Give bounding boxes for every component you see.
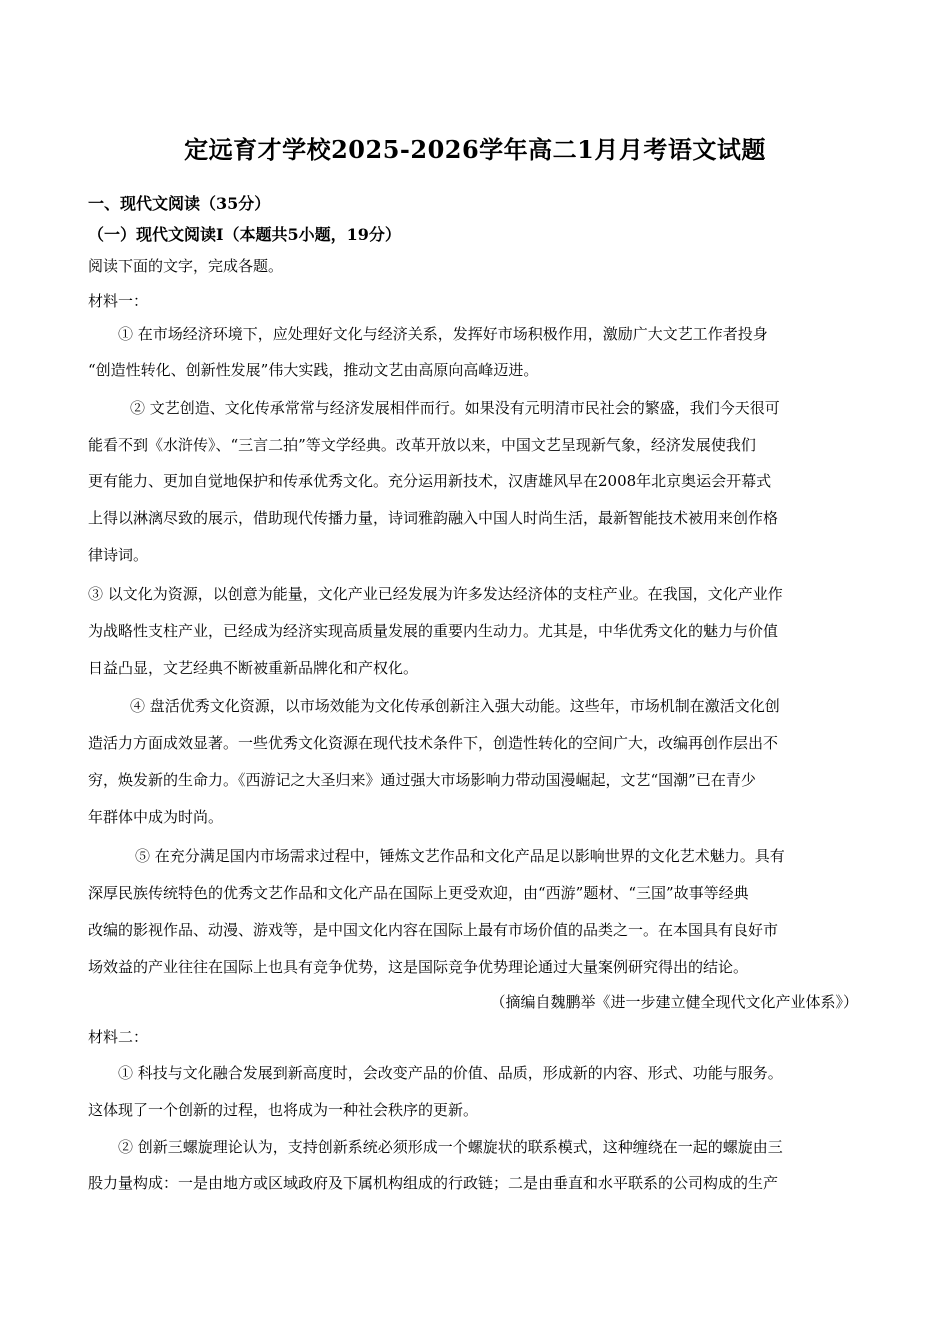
paragraph-line: 造活力方面成效显著。一些优秀文化资源在现代技术条件下，创造性转化的空间广大，改编再创作层出不	[88, 734, 779, 752]
paragraph-line: 更有能力、更加自觉地保护和传承优秀文化。充分运用新技术，汉唐雄风早在2008年北京奥运会开幕式	[88, 472, 772, 490]
paragraph-line: ② 创新三螺旋理论认为，支持创新系统必须形成一个螺旋状的联系模式，这种缠绕在一起的螺旋由三	[118, 1138, 783, 1156]
material-label: 材料二：	[88, 1028, 149, 1046]
paragraph-line: ③ 以文化为资源，以创意为能量，文化产业已经发展为许多发达经济体的支柱产业。在我国，文化产业作	[88, 585, 783, 603]
page-title: 定远育才学校2025-2026学年高二1月月考语文试题	[184, 135, 766, 164]
paragraph-line: ① 科技与文化融合发展到新高度时，会改变产品的价值、品质，形成新的内容、形式、功能与服务。	[118, 1064, 783, 1082]
source-citation: （摘编自魏鹏举《进一步建立健全现代文化产业体系》）	[490, 993, 858, 1011]
paragraph-line: 年群体中成为时尚。	[88, 808, 224, 826]
material-label: 材料一：	[88, 292, 149, 310]
paragraph-line: 日益凸显，文艺经典不断被重新品牌化和产权化。	[88, 659, 419, 677]
paragraph-line: 为战略性支柱产业，已经成为经济实现高质量发展的重要内生动力。尤其是，中华优秀文化的魅力与价值	[88, 622, 779, 640]
paragraph-line: ⑤ 在充分满足国内市场需求过程中，锤炼文艺作品和文化产品足以影响世界的文化艺术魅力。具有	[135, 847, 785, 865]
paragraph-line: 律诗词。	[88, 546, 149, 564]
paragraph-line: 深厚民族传统特色的优秀文艺作品和文化产品在国际上更受欢迎，由“西游”题材、“三国”故事等经典	[88, 884, 749, 902]
paragraph-line: 穷，焕发新的生命力。《西游记之大圣归来》通过强大市场影响力带动国漫崛起，文艺“国潮”已在青少	[88, 771, 756, 789]
paragraph-line: ① 在市场经济环境下，应处理好文化与经济关系，发挥好市场积极作用，激励广大文艺工作者投身	[118, 325, 768, 343]
paragraph-line: 能看不到《水浒传》、“三言二拍”等文学经典。改革开放以来，中国文艺呈现新气象，经济发展使我们	[88, 436, 756, 454]
section-heading: 一、现代文阅读（35分）	[88, 194, 271, 213]
instruction: 阅读下面的文字，完成各题。	[88, 257, 284, 275]
paragraph-line: 场效益的产业往往在国际上也具有竞争优势，这是国际竞争优势理论通过大量案例研究得出的结论。	[88, 958, 749, 976]
paragraph-line: 股力量构成：一是由地方或区域政府及下属机构组成的行政链；二是由垂直和水平联系的公司构成的生产	[88, 1174, 779, 1192]
paragraph-line: ② 文艺创造、文化传承常常与经济发展相伴而行。如果没有元明清市民社会的繁盛，我们今天很可	[130, 399, 780, 417]
paragraph-line: “创造性转化、创新性发展”伟大实践，推动文艺由高原向高峰迈进。	[88, 361, 539, 379]
subsection-heading: （一）现代文阅读Ⅰ（本题共5小题，19分）	[88, 225, 401, 244]
paragraph-line: 改编的影视作品、动漫、游戏等，是中国文化内容在国际上最有市场价值的品类之一。在本国具有良好市	[88, 921, 779, 939]
paragraph-line: ④ 盘活优秀文化资源，以市场效能为文化传承创新注入强大动能。这些年，市场机制在激活文化创	[130, 697, 780, 715]
paragraph-line: 这体现了一个创新的过程，也将成为一种社会秩序的更新。	[88, 1101, 479, 1119]
paragraph-line: 上得以淋漓尽致的展示，借助现代传播力量，诗词雅韵融入中国人时尚生活，最新智能技术被用来创作格	[88, 509, 779, 527]
